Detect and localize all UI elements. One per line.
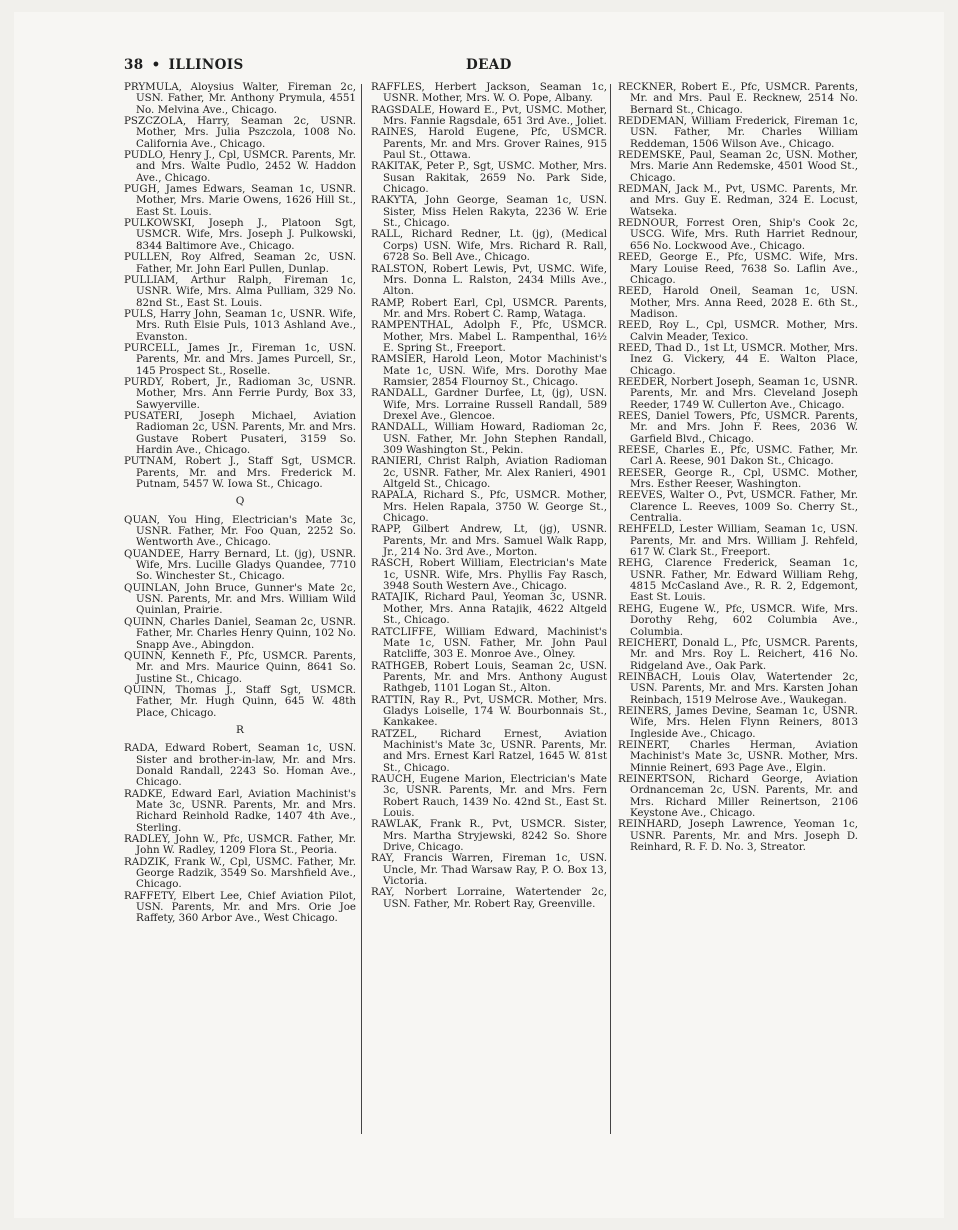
roster-entry: REINHARD, Joseph Lawrence, Yeoman 1c, USNR. Parents, Mr. and Mrs. Joseph D. Reinhard, R. F. D. No. 3, Streator. [618, 818, 858, 854]
roster-entry: RAMP, Robert Earl, Cpl, USMCR. Parents, Mr. and Mrs. Robert C. Ramp, Wataga. [371, 296, 607, 320]
roster-entry: REDMAN, Jack M., Pvt, USMC. Parents, Mr. and Mrs. Guy E. Redman, 324 E. Locust, Watseka. [618, 183, 858, 218]
column-3 [618, 82, 858, 853]
roster-entry: RAWLAK, Frank R., Pvt, USMCR. Sister, Mrs. Martha Stryjewski, 8242 So. Shore Drive, Chicago. [371, 818, 607, 854]
roster-entry: RADLEY, John W., Pfc, USMCR. Father, Mr. John W. Radley, 1209 Flora St., Peoria. [124, 833, 356, 857]
roster-entry: RAPALA, Richard S., Pfc, USMCR. Mother, Mrs. Helen Rapala, 3750 W. George St., Chicago. [371, 489, 607, 525]
roster-entry: PULKOWSKI, Joseph J., Platoon Sgt, USMCR. Wife, Mrs. Joseph J. Pulkowski, 8344 Baltimore Ave., Chicago. [124, 217, 356, 252]
roster-entry: QUINN, Kenneth F., Pfc, USMCR. Parents, Mr. and Mrs. Maurice Quinn, 8641 So. Justine St., Chicago. [124, 649, 356, 685]
roster-entry: RASCH, Robert William, Electrician's Mate 1c, USNR. Wife, Mrs. Phyllis Fay Rasch, 3948 South Western Ave., Chicago. [371, 557, 607, 593]
roster-entry: RAMPENTHAL, Adolph F., Pfc, USMCR. Mother, Mrs. Mabel L. Rampenthal, 16½ E. Spring St., Freeport. [371, 319, 607, 354]
column-divider [610, 84, 611, 1134]
roster-entry: RATAJIK, Richard Paul, Yeoman 3c, USNR. Mother, Mrs. Anna Ratajik, 4622 Altgeld St., Chicago. [371, 591, 607, 627]
roster-entry: PULLEN, Roy Alfred, Seaman 2c, USN. Father, Mr. John Earl Pullen, Dunlap. [124, 251, 356, 275]
roster-entry: REDNOUR, Forrest Oren, Ship's Cook 2c, USCG. Wife, Mrs. Ruth Harriet Rednour, 656 No. Lockwood Ave., Chicago. [618, 217, 858, 252]
roster-entry: REED, Thad D., 1st Lt, USMCR. Mother, Mrs. Inez G. Vickery, 44 E. Walton Place, Chicago. [618, 341, 858, 377]
roster-entry: RAINES, Harold Eugene, Pfc, USMCR. Parents, Mr. and Mrs. Grover Raines, 915 Paul St., Ottawa. [371, 126, 607, 162]
state-name: ILLINOIS [168, 57, 244, 73]
section-title: DEAD [466, 57, 512, 73]
page-header [124, 57, 859, 79]
roster-entry: RAMSIER, Harold Leon, Motor Machinist's Mate 1c, USN. Wife, Mrs. Dorothy Mae Ramsier, 2854 Flournoy St., Chicago. [371, 353, 607, 388]
page-number: 38 [124, 57, 144, 73]
roster-entry: PUSATERI, Joseph Michael, Aviation Radioman 2c, USN. Parents, Mr. and Mrs. Gustave Robert Pusateri, 3159 So. Hardin Ave., Chicago. [124, 409, 356, 456]
column-divider [361, 84, 362, 1134]
section-letter: R [236, 723, 244, 736]
roster-entry: RAFFLES, Herbert Jackson, Seaman 1c, USNR. Mother, Mrs. W. O. Pope, Albany. [371, 81, 607, 105]
roster-entry: REED, Harold Oneil, Seaman 1c, USN. Mother, Mrs. Anna Reed, 2028 E. 6th St., Madison. [618, 285, 858, 320]
roster-entry: REED, George E., Pfc, USMC. Wife, Mrs. Mary Louise Reed, 7638 So. Laflin Ave., Chicago. [618, 251, 858, 286]
roster-entry: REICHERT, Donald L., Pfc, USMCR. Parents, Mr. and Mrs. Roy L. Reichert, 416 No. Ridgeland Ave., Oak Park. [618, 636, 858, 672]
roster-entry: RALSTON, Robert Lewis, Pvt, USMC. Wife, Mrs. Donna L. Ralston, 2434 Mills Ave., Alton. [371, 262, 607, 298]
roster-entry: REEDER, Norbert Joseph, Seaman 1c, USNR. Parents, Mr. and Mrs. Cleveland Joseph Reeder, 1749 W. Cullerton Ave., Chicago. [618, 375, 858, 411]
roster-entry: PUTNAM, Robert J., Staff Sgt, USMCR. Parents, Mr. and Mrs. Frederick M. Putnam, 5457 W. Iowa St., Chicago. [124, 455, 356, 491]
roster-entry: REESER, George R., Cpl, USMC. Mother, Mrs. Esther Reeser, Washington. [618, 466, 858, 491]
roster-entry: RADKE, Edward Earl, Aviation Machinist's Mate 3c, USNR. Parents, Mr. and Mrs. Richard Reinhold Radke, 1407 4th Ave., Sterling. [124, 787, 356, 834]
roster-entry: QUINN, Thomas J., Staff Sgt, USMCR. Father, Mr. Hugh Quinn, 645 W. 48th Place, Chicago. [124, 683, 356, 719]
roster-entry: REHG, Clarence Frederick, Seaman 1c, USNR. Father, Mr. Edward William Rehg, 4815 McCasland Ave., R. R. 2, Edgemont, East St. Louis. [618, 557, 858, 604]
roster-entry: REHG, Eugene W., Pfc, USMCR. Wife, Mrs. Dorothy Rehg, 602 Columbia Ave., Columbia. [618, 602, 858, 638]
roster-entry: PURCELL, James Jr., Fireman 1c, USN. Parents, Mr. and Mrs. James Purcell, Sr., 145 Prospect St., Roselle. [124, 341, 356, 377]
roster-entry: QUINLAN, John Bruce, Gunner's Mate 2c, USN. Parents, Mr. and Mrs. William Wild Quinlan, Prairie. [124, 581, 356, 617]
roster-entry: REES, Daniel Towers, Pfc, USMCR. Parents, Mr. and Mrs. John F. Rees, 2036 W. Garfield Blvd., Chicago. [618, 409, 858, 445]
roster-entry: RAY, Francis Warren, Fireman 1c, USN. Uncle, Mr. Thad Warsaw Ray, P. O. Box 13, Victoria. [371, 852, 607, 888]
roster-entry: RAFFETY, Elbert Lee, Chief Aviation Pilot, USN. Parents, Mr. and Mrs. Orie Joe Raffety, 360 Arbor Ave., West Chicago. [124, 889, 356, 925]
roster-entry: REED, Roy L., Cpl, USMCR. Mother, Mrs. Calvin Meader, Texico. [618, 319, 858, 343]
roster-entry: RAGSDALE, Howard E., Pvt, USMC. Mother, Mrs. Fannie Ragsdale, 651 3rd Ave., Joliet. [371, 103, 607, 128]
roster-entry: REEVES, Walter O., Pvt, USMCR. Father, Mr. Clarence L. Reeves, 1009 So. Cherry St., Centralia. [618, 489, 858, 525]
roster-entry: RAKITAK, Peter P., Sgt, USMC. Mother, Mrs. Susan Rakitak, 2659 No. Park Side, Chicago. [371, 160, 607, 196]
roster-entry: PUGH, James Edwars, Seaman 1c, USNR. Mother, Mrs. Marie Owens, 1626 Hill St., East St. Louis. [124, 183, 356, 218]
roster-entry: PURDY, Robert, Jr., Radioman 3c, USNR. Mother, Mrs. Ann Ferrie Purdy, Box 33, Sawyerville. [124, 375, 356, 411]
roster-entry: QUAN, You Hing, Electrician's Mate 3c, USNR. Father, Mr. Foo Quan, 2252 So. Wentworth Ave., Chicago. [124, 513, 356, 549]
roster-entry: QUANDEE, Harry Bernard, Lt. (jg), USNR. Wife, Mrs. Lucille Gladys Quandee, 7710 So. Winchester St., Chicago. [124, 547, 356, 583]
roster-entry: QUINN, Charles Daniel, Seaman 2c, USNR. Father, Mr. Charles Henry Quinn, 102 No. Snapp Ave., Abingdon. [124, 615, 356, 651]
column-1 [124, 82, 356, 925]
header-left [124, 57, 244, 73]
section-letter: Q [235, 495, 245, 508]
roster-entry: REINERS, James Devine, Seaman 1c, USNR. Wife, Mrs. Helen Flynn Reiners, 8013 Ingleside Ave., Chicago. [618, 704, 858, 740]
roster-entry: RALL, Richard Redner, Lt. (jg), (Medical Corps) USN. Wife, Mrs. Richard R. Rall, 6728 So. Bell Ave., Chicago. [371, 228, 607, 264]
roster-entry: PRYMULA, Aloysius Walter, Fireman 2c, USN. Father, Mr. Anthony Prymula, 4551 No. Melvina Ave., Chicago. [124, 81, 356, 116]
roster-entry: REHFELD, Lester William, Seaman 1c, USN. Parents, Mr. and Mrs. William J. Rehfeld, 617 W. Clark St., Freeport. [618, 523, 858, 559]
roster-entry: RANDALL, William Howard, Radioman 2c, USN. Father, Mr. John Stephen Randall, 309 Washington St., Pekin. [371, 421, 607, 456]
roster-entry: RAPP, Gilbert Andrew, Lt, (jg), USNR. Parents, Mr. and Mrs. Samuel Walk Rapp, Jr., 214 No. 3rd Ave., Morton. [371, 523, 607, 559]
roster-entry: REESE, Charles E., Pfc, USMC. Father, Mr. Carl A. Reese, 901 Dakon St., Chicago. [618, 444, 858, 468]
roster-entry: PULLIAM, Arthur Ralph, Fireman 1c, USNR. Wife, Mrs. Alma Pulliam, 329 No. 82nd St., East St. Louis. [124, 273, 356, 309]
roster-entry: RANDALL, Gardner Durfee, Lt, (jg), USN. Wife, Mrs. Lorraine Russell Randall, 589 Drexel Ave., Glencoe. [371, 387, 607, 422]
roster-entry: REDEMSKE, Paul, Seaman 2c, USN. Mother, Mrs. Marie Ann Redemske, 4501 Wood St., Chicago. [618, 149, 858, 184]
roster-entry: REDDEMAN, William Frederick, Fireman 1c, USN. Father, Mr. Charles William Reddeman, 1506 Wilson Ave., Chicago. [618, 115, 858, 150]
roster-entry: RECKNER, Robert E., Pfc, USMCR. Parents, Mr. and Mrs. Paul E. Recknew, 2514 No. Bernard St., Chicago. [618, 81, 858, 116]
roster-entry: REINERTSON, Richard George, Aviation Ordnanceman 2c, USN. Parents, Mr. and Mrs. Richard Miller Reinertson, 2106 Keystone Ave., Chicago. [618, 772, 858, 819]
roster-entry: REINBACH, Louis Olav, Watertender 2c, USN. Parents, Mr. and Mrs. Karsten Johan Reinbach, 1519 Melrose Ave., Waukegan. [618, 670, 858, 706]
roster-entry: RATCLIFFE, William Edward, Machinist's Mate 1c, USN. Father, Mr. John Paul Ratcliffe, 303 E. Monroe Ave., Olney. [371, 625, 607, 661]
roster-entry: PUDLO, Henry J., Cpl, USMCR. Parents, Mr. and Mrs. Walte Pudlo, 2452 W. Haddon Ave., Chicago. [124, 149, 356, 184]
roster-entry: RATTIN, Ray R., Pvt, USMCR. Mother, Mrs. Gladys Loiselle, 174 W. Bourbonnais St., Kankakee. [371, 693, 607, 729]
column-2 [371, 82, 607, 910]
roster-entry: RAKYTA, John George, Seaman 1c, USN. Sister, Miss Helen Rakyta, 2236 W. Erie St., Chicago. [371, 194, 607, 230]
roster-entry: RAUCH, Eugene Marion, Electrician's Mate 3c, USNR. Parents, Mr. and Mrs. Fern Robert Rauch, 1439 No. 42nd St., East St. Louis. [371, 772, 607, 819]
roster-entry: RATZEL, Richard Ernest, Aviation Machinist's Mate 3c, USNR. Parents, Mr. and Mrs. Ernest Karl Ratzel, 1645 W. 81st St., Chicago. [371, 727, 607, 774]
roster-entry: RATHGEB, Robert Louis, Seaman 2c, USN. Parents, Mr. and Mrs. Anthony August Rathgeb, 1101 Logan St., Alton. [371, 659, 607, 695]
roster-entry: RADA, Edward Robert, Seaman 1c, USN. Sister and brother-in-law, Mr. and Mrs. Donald Randall, 2243 So. Homan Ave., Chicago. [124, 742, 356, 789]
roster-entry: RAY, Norbert Lorraine, Watertender 2c, USN. Father, Mr. Robert Ray, Greenville. [371, 886, 607, 910]
roster-entry: RANIERI, Christ Ralph, Aviation Radioman 2c, USNR. Father, Mr. Alex Ranieri, 4901 Altgeld St., Chicago. [371, 455, 607, 491]
roster-entry: REINERT, Charles Herman, Aviation Machinist's Mate 3c, USNR. Mother, Mrs. Minnie Reinert, 693 Page Ave., Elgin. [618, 738, 858, 774]
roster-entry: RADZIK, Frank W., Cpl, USMC. Father, Mr. George Radzik, 3549 So. Marshfield Ave., Chicago. [124, 855, 356, 891]
roster-columns [124, 82, 864, 1142]
header-bullet: • [151, 57, 161, 73]
roster-entry: PULS, Harry John, Seaman 1c, USNR. Wife, Mrs. Ruth Elsie Puls, 1013 Ashland Ave., Evanston. [124, 307, 356, 343]
roster-entry: PSZCZOLA, Harry, Seaman 2c, USNR. Mother, Mrs. Julia Pszczola, 1008 No. California Ave., Chicago. [124, 115, 356, 150]
